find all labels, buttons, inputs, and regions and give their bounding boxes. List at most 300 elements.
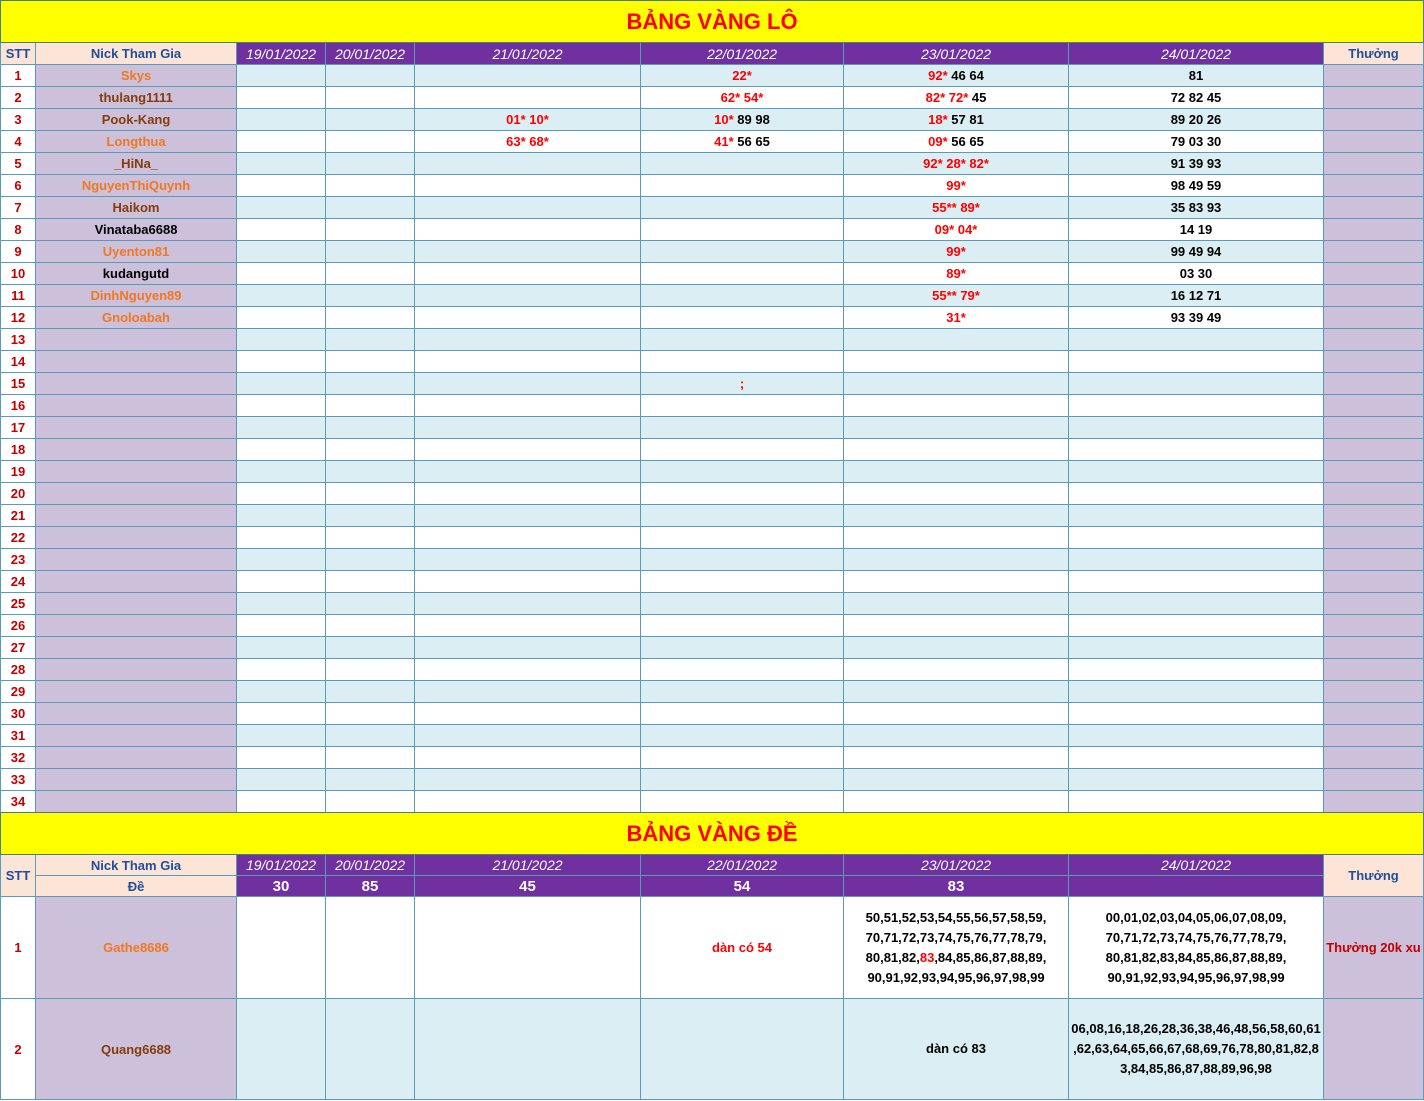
date-cell [844,285,1069,307]
date-cell [326,725,415,747]
date-cell [415,461,641,483]
de-result: 30 [237,876,326,897]
lo-title: BẢNG VÀNG LÔ [1,1,1424,43]
row-thuong [1324,263,1424,285]
date-cell [415,329,641,351]
date-cell [237,681,326,703]
date-cell [641,549,844,571]
date-cell [1069,351,1324,373]
table-row [1,329,1424,351]
date-cell [641,637,844,659]
date-cell [641,131,844,153]
date-cell [1069,65,1324,87]
table-row [1,109,1424,131]
date-cell [844,615,1069,637]
date-cell [326,791,415,813]
date-cell [641,747,844,769]
header-nick: Nick Tham Gia [36,43,237,65]
starred-number: 89* [946,266,966,281]
header-date: 19/01/2022 [237,855,326,876]
header-stt: STT [1,855,36,897]
date-cell [415,483,641,505]
date-cell [844,703,1069,725]
table-row [1,703,1424,725]
table-row [1,725,1424,747]
row-stt: 15 [1,373,36,395]
header-date: 22/01/2022 [641,43,844,65]
date-cell [415,65,641,87]
row-nick: Quang6688 [36,999,237,1100]
row-thuong [1324,659,1424,681]
date-cell [844,65,1069,87]
dan-cell [641,999,844,1100]
date-cell [641,373,844,395]
de-result: 45 [415,876,641,897]
date-cell [237,219,326,241]
date-cell [326,593,415,615]
row-thuong [1324,65,1424,87]
date-cell [1069,439,1324,461]
date-cell [237,703,326,725]
row-stt: 18 [1,439,36,461]
row-stt: 3 [1,109,36,131]
date-cell [415,351,641,373]
row-reward [1324,999,1424,1100]
row-nick [36,417,237,439]
date-cell [237,615,326,637]
date-cell [1069,725,1324,747]
date-cell [415,175,641,197]
row-nick: Gnoloabah [36,307,237,329]
row-thuong [1324,769,1424,791]
header-date: 21/01/2022 [415,43,641,65]
date-cell [641,615,844,637]
date-cell [237,109,326,131]
table-row [1,461,1424,483]
de-result: 85 [326,876,415,897]
date-cell [237,461,326,483]
date-cell [237,725,326,747]
row-nick: DinhNguyen89 [36,285,237,307]
date-cell [326,615,415,637]
date-cell [1069,285,1324,307]
row-nick [36,791,237,813]
number-text: 35 83 93 [1170,200,1222,215]
dan-cell [415,999,641,1100]
date-cell [641,395,844,417]
date-cell [326,659,415,681]
row-stt: 1 [1,65,36,87]
starred-number: 62* 54* [720,90,764,105]
row-stt: 5 [1,153,36,175]
row-nick: kudangutd [36,263,237,285]
header-nick: Nick Tham Gia [36,855,237,876]
number-text: 56 65 [733,134,770,149]
row-thuong [1324,175,1424,197]
row-stt: 27 [1,637,36,659]
starred-number: 09* 04* [934,222,978,237]
date-cell [326,373,415,395]
table-row [1,999,1424,1100]
row-thuong [1324,505,1424,527]
table-row [1,769,1424,791]
date-cell [237,439,326,461]
de-title: BẢNG VÀNG ĐỀ [1,813,1424,855]
date-cell [237,571,326,593]
row-thuong [1324,131,1424,153]
date-cell [415,703,641,725]
row-thuong [1324,791,1424,813]
dan-cell [326,897,415,999]
row-stt: 2 [1,999,36,1100]
row-thuong [1324,461,1424,483]
row-thuong [1324,637,1424,659]
date-cell [1069,197,1324,219]
date-cell [237,197,326,219]
date-cell [326,153,415,175]
row-stt: 17 [1,417,36,439]
starred-number: 55** 89* [932,200,980,215]
date-cell [1069,505,1324,527]
table-row [1,747,1424,769]
row-nick [36,505,237,527]
date-cell [1069,549,1324,571]
date-cell [844,505,1069,527]
date-cell [641,527,844,549]
date-cell [326,439,415,461]
row-nick [36,527,237,549]
dan-cell [641,897,844,999]
dan-cell [844,999,1069,1100]
row-thuong [1324,153,1424,175]
date-cell [641,725,844,747]
number-text: 06,08,16,18,26,28,36,38,46,48,56,58,60,61 ,62,63,64,65,66,67,68,69,76,78,80,81,82,8 3,84,85,86,87,88,89,96,98 [1071,1021,1321,1076]
date-cell [415,109,641,131]
date-cell [237,549,326,571]
date-cell [326,681,415,703]
date-cell [844,637,1069,659]
row-thuong [1324,483,1424,505]
table-row [1,505,1424,527]
date-cell [844,219,1069,241]
date-cell [1069,791,1324,813]
row-reward: Thưởng 20k xu [1324,897,1424,999]
dan-cell [326,999,415,1100]
date-cell [1069,263,1324,285]
date-cell [641,329,844,351]
table-row [1,395,1424,417]
row-stt: 13 [1,329,36,351]
starred-number: 63* 68* [506,134,549,149]
date-cell [844,747,1069,769]
bang-vang-de-table [0,812,1424,1100]
date-cell [415,505,641,527]
dan-cell [415,897,641,999]
date-cell [1069,527,1324,549]
date-cell [641,175,844,197]
date-cell [237,241,326,263]
date-cell [844,593,1069,615]
header-date: 23/01/2022 [844,43,1069,65]
date-cell [415,659,641,681]
date-cell [326,241,415,263]
date-cell [415,241,641,263]
dan-cell [237,897,326,999]
date-cell [415,395,641,417]
row-thuong [1324,373,1424,395]
row-nick [36,681,237,703]
table-row [1,307,1424,329]
date-cell [326,351,415,373]
row-thuong [1324,87,1424,109]
date-cell [844,483,1069,505]
date-cell [237,153,326,175]
date-cell [237,351,326,373]
date-cell [844,791,1069,813]
date-cell [326,395,415,417]
date-cell [415,571,641,593]
starred-number: 09* [928,134,948,149]
date-cell [326,109,415,131]
row-stt: 25 [1,593,36,615]
row-stt: 24 [1,571,36,593]
date-cell [844,549,1069,571]
date-cell [237,175,326,197]
number-text: 03 30 [1179,266,1213,281]
date-cell [641,263,844,285]
date-cell [415,747,641,769]
date-cell [641,153,844,175]
date-cell [415,131,641,153]
row-thuong [1324,417,1424,439]
row-nick [36,329,237,351]
date-cell [1069,615,1324,637]
date-cell [415,153,641,175]
date-cell [415,637,641,659]
date-cell [1069,395,1324,417]
date-cell [844,351,1069,373]
row-thuong [1324,329,1424,351]
de-result: 54 [641,876,844,897]
row-stt: 23 [1,549,36,571]
date-cell [844,439,1069,461]
date-cell [641,505,844,527]
date-cell [1069,703,1324,725]
header-date: 20/01/2022 [326,43,415,65]
row-stt: 33 [1,769,36,791]
date-cell [1069,571,1324,593]
row-thuong [1324,351,1424,373]
number-text: 50,51,52,53,54,55,56,57,58,59, 70,71,72,73,74,75,76,77,78,79, 80,81,82, [865,909,1047,965]
date-cell [326,131,415,153]
date-cell [326,571,415,593]
row-stt: 7 [1,197,36,219]
date-cell [326,505,415,527]
row-nick [36,659,237,681]
date-cell [326,527,415,549]
starred-number: 92* [928,68,948,83]
row-stt: 26 [1,615,36,637]
row-stt: 4 [1,131,36,153]
row-stt: 16 [1,395,36,417]
number-text: 45 [968,90,987,105]
row-nick [36,549,237,571]
date-cell [844,87,1069,109]
date-cell [844,175,1069,197]
date-cell [237,307,326,329]
number-text: 99 49 94 [1170,244,1222,259]
date-cell [641,241,844,263]
date-cell [415,615,641,637]
date-cell [415,439,641,461]
date-cell [641,439,844,461]
row-thuong [1324,703,1424,725]
date-cell [237,329,326,351]
row-stt: 21 [1,505,36,527]
date-cell [237,417,326,439]
date-cell [237,395,326,417]
header-thuong: Thưởng [1324,43,1424,65]
date-cell [326,417,415,439]
de-result [1069,876,1324,897]
date-cell [641,197,844,219]
row-nick: NguyenThiQuynh [36,175,237,197]
starred-number: 99* [946,244,966,259]
starred-number: 83 [919,949,935,965]
table-row [1,439,1424,461]
row-stt: 12 [1,307,36,329]
date-cell [641,87,844,109]
header-thuong: Thưởng [1324,855,1424,897]
date-cell [1069,153,1324,175]
table-row [1,87,1424,109]
date-cell [326,703,415,725]
date-cell [237,65,326,87]
date-cell [844,571,1069,593]
date-cell [415,681,641,703]
row-nick: thulang1111 [36,87,237,109]
de-result: 83 [844,876,1069,897]
date-cell [844,681,1069,703]
date-cell [237,659,326,681]
date-cell [844,131,1069,153]
date-cell [326,747,415,769]
number-text: 56 65 [947,134,984,149]
header-date: 21/01/2022 [415,855,641,876]
date-cell [326,329,415,351]
date-cell [326,285,415,307]
date-cell [641,65,844,87]
date-cell [844,461,1069,483]
row-nick [36,395,237,417]
date-cell [415,769,641,791]
date-cell [844,527,1069,549]
date-cell [641,571,844,593]
date-cell [1069,659,1324,681]
date-cell [641,351,844,373]
date-cell [1069,769,1324,791]
date-cell [1069,461,1324,483]
starred-number: 01* 10* [506,112,549,127]
table-row [1,637,1424,659]
date-cell [326,307,415,329]
row-thuong [1324,109,1424,131]
row-thuong [1324,219,1424,241]
row-nick [36,593,237,615]
row-thuong [1324,527,1424,549]
row-nick [36,351,237,373]
date-cell [1069,483,1324,505]
starred-number: 92* 28* 82* [923,156,989,171]
row-nick: Pook-Kang [36,109,237,131]
row-stt: 2 [1,87,36,109]
date-cell [844,109,1069,131]
row-stt: 28 [1,659,36,681]
date-cell [641,109,844,131]
date-cell [326,219,415,241]
date-cell [237,527,326,549]
starred-number: 82* 72* [925,90,969,105]
date-cell [326,65,415,87]
date-cell [415,725,641,747]
header-date: 19/01/2022 [237,43,326,65]
date-cell [1069,329,1324,351]
table-row [1,791,1424,813]
date-cell [1069,241,1324,263]
date-cell [237,483,326,505]
row-thuong [1324,593,1424,615]
row-nick [36,483,237,505]
date-cell [844,153,1069,175]
starred-number: 99* [946,178,966,193]
date-cell [641,461,844,483]
row-thuong [1324,725,1424,747]
row-nick [36,703,237,725]
row-nick: Longthua [36,131,237,153]
date-cell [844,659,1069,681]
number-text: dàn có 83 [926,1041,986,1056]
date-cell [326,483,415,505]
date-cell [326,197,415,219]
date-cell [326,769,415,791]
table-row [1,571,1424,593]
date-cell [326,549,415,571]
date-cell [1069,109,1324,131]
header-stt: STT [1,43,36,65]
table-row [1,615,1424,637]
row-nick: Skys [36,65,237,87]
header-de-label: Đề [36,876,237,897]
row-stt: 34 [1,791,36,813]
row-stt: 1 [1,897,36,999]
row-thuong [1324,615,1424,637]
row-thuong [1324,285,1424,307]
date-cell [237,791,326,813]
row-nick: _HiNa_ [36,153,237,175]
number-text: 00,01,02,03,04,05,06,07,08,09, 70,71,72,73,74,75,76,77,78,79, 80,81,82,83,84,85,86,87,88,89, 90,91,92,93,94,95,96,97,98,99 [1105,909,1287,985]
date-cell [641,307,844,329]
table-row [1,175,1424,197]
row-nick [36,461,237,483]
date-cell [237,637,326,659]
date-cell [415,593,641,615]
table-row [1,593,1424,615]
date-cell [326,175,415,197]
row-nick [36,637,237,659]
starred-number: 31* [946,310,966,325]
date-cell [1069,637,1324,659]
starred-number: 18* [928,112,948,127]
